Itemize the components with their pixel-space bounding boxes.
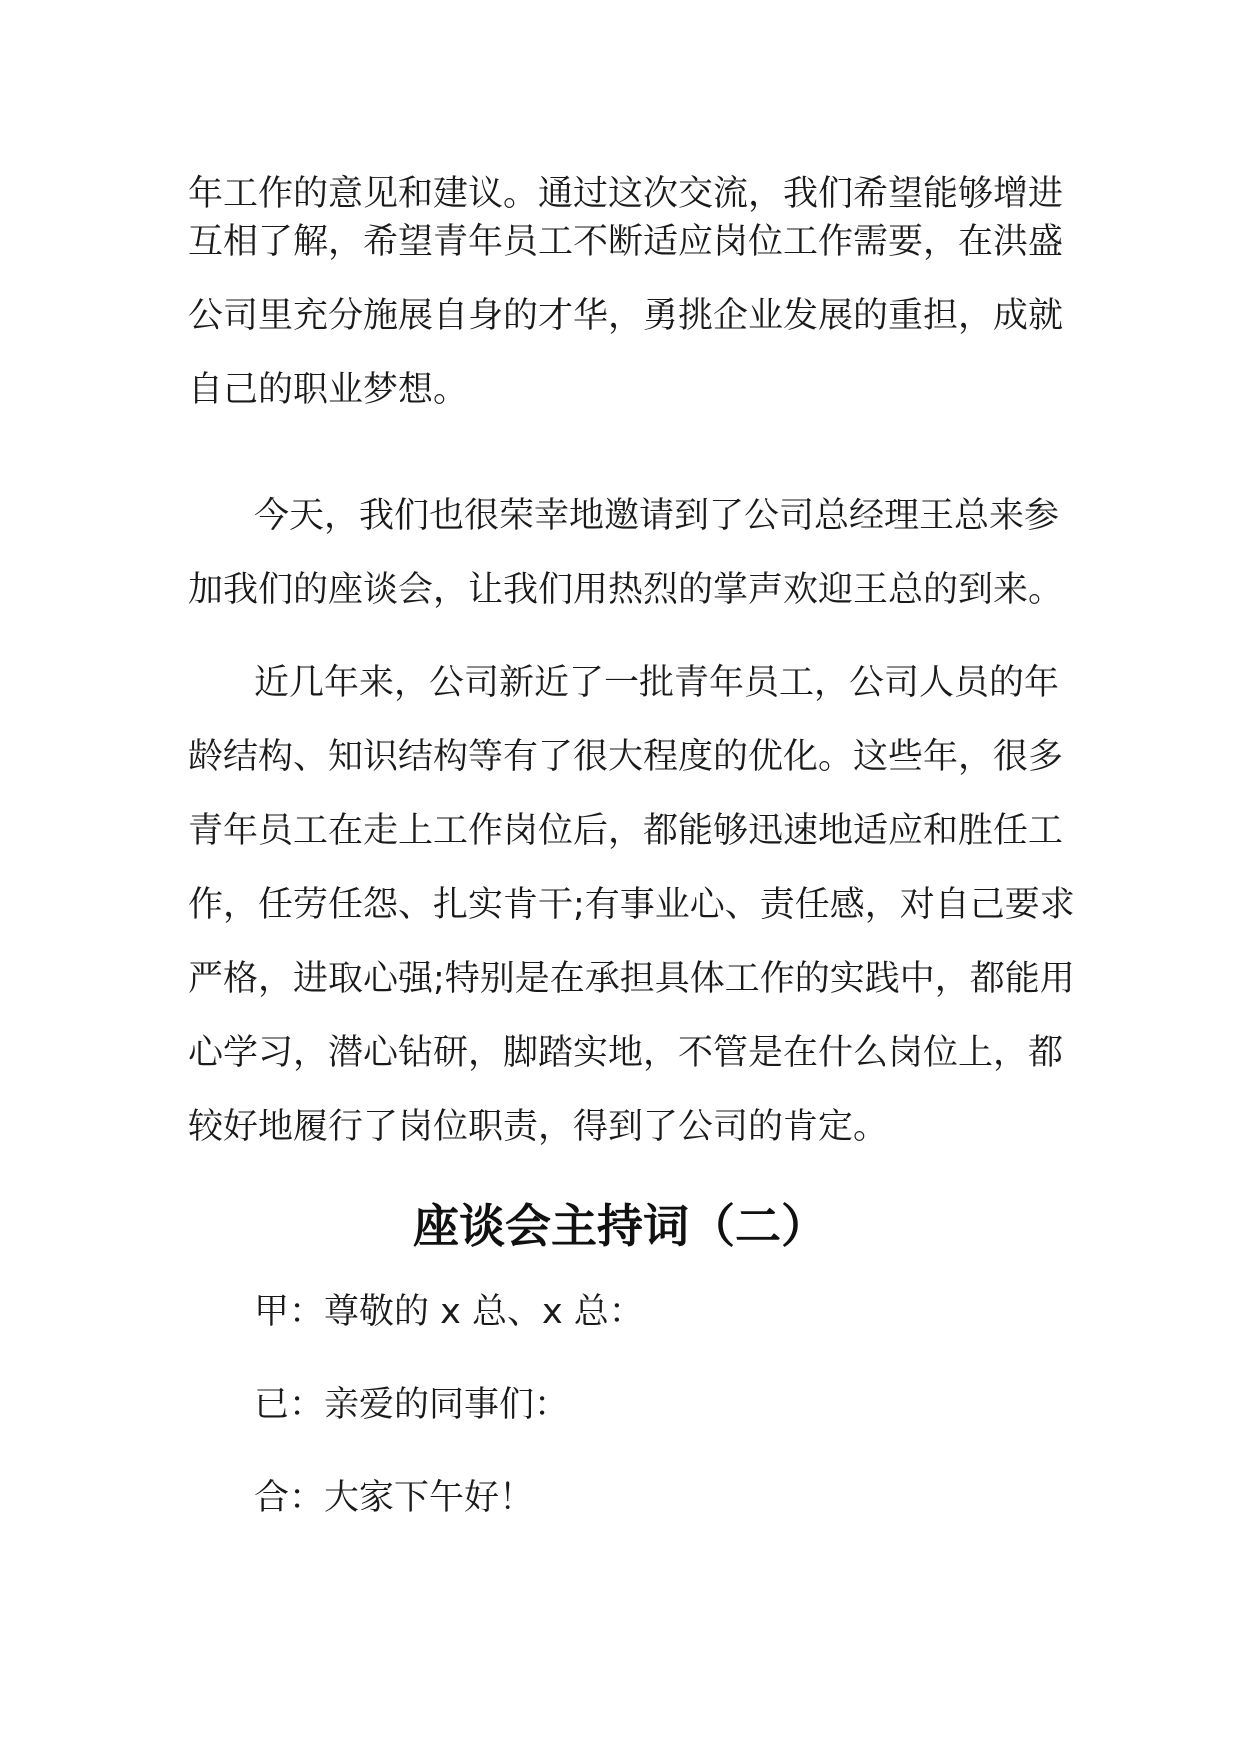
dialogue-line: 已：亲爱的同事们： <box>254 1385 570 1425</box>
paragraph-1-line: 互相了解，希望青年员工不断适应岗位工作需要，在洪盛 <box>188 222 1064 262</box>
paragraph-1-line: 年工作的意见和建议。通过这次交流，我们希望能够增进 <box>188 174 1064 214</box>
paragraph-3-line: 作，任劳任怨、扎实肯干;有事业心、责任感，对自己要求 <box>188 885 1075 925</box>
paragraph-1-line: 自己的职业梦想。 <box>188 370 469 410</box>
paragraph-2-line: 今天，我们也很荣幸地邀请到了公司总经理王总来参 <box>254 496 1060 536</box>
paragraph-3-line: 青年员工在走上工作岗位后，都能够迅速地适应和胜任工 <box>188 811 1064 851</box>
paragraph-3-line: 严格，进取心强;特别是在承担具体工作的实践中，都能用 <box>188 959 1075 999</box>
section-title: 座谈会主持词（二） <box>413 1199 827 1253</box>
dialogue-line: 甲：尊敬的 x 总、x 总： <box>254 1292 644 1332</box>
paragraph-3-line: 近几年来，公司新近了一批青年员工，公司人员的年 <box>254 663 1060 703</box>
paragraph-3-line: 心学习，潜心钻研，脚踏实地，不管是在什么岗位上，都 <box>188 1033 1064 1073</box>
paragraph-2-line: 加我们的座谈会，让我们用热烈的掌声欢迎王总的到来。 <box>188 570 1064 610</box>
paragraph-3-line: 较好地履行了岗位职责，得到了公司的肯定。 <box>188 1107 889 1147</box>
dialogue-line: 合：大家下午好！ <box>254 1478 535 1518</box>
paragraph-3-line: 龄结构、知识结构等有了很大程度的优化。这些年，很多 <box>188 737 1064 777</box>
paragraph-1-line: 公司里充分施展自身的才华，勇挑企业发展的重担，成就 <box>188 296 1064 336</box>
